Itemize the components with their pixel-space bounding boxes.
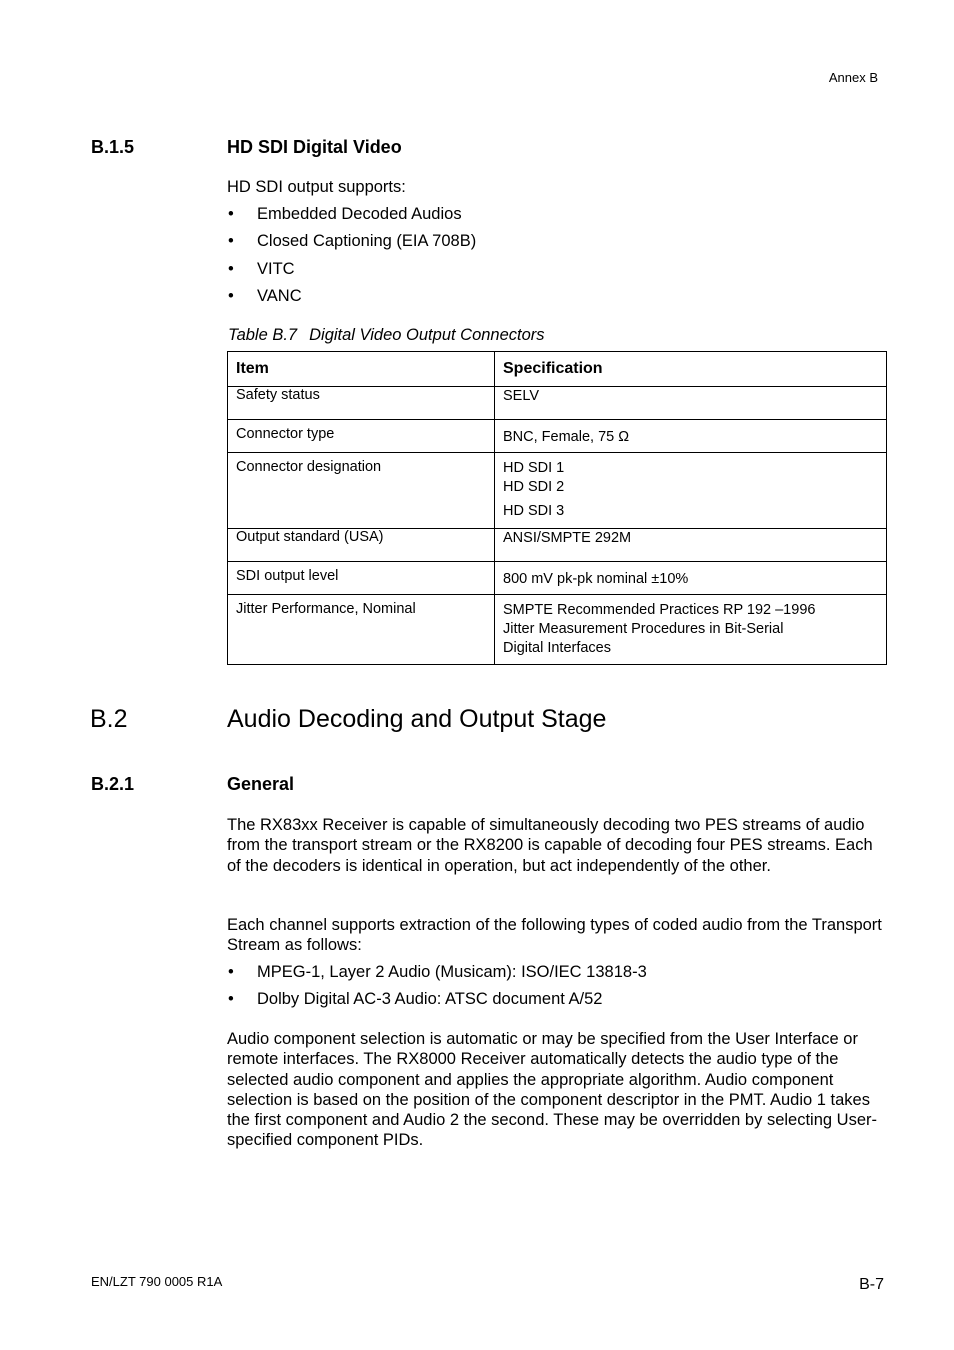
table-row	[228, 387, 887, 420]
table-row	[228, 595, 887, 665]
table-row	[228, 562, 887, 595]
bullet-list	[227, 962, 887, 1017]
bullet-icon: •	[228, 259, 234, 278]
table-row	[228, 529, 887, 562]
list-item: • Closed Captioning (EIA 708B)	[228, 232, 477, 251]
table-cell-spec: SELV	[495, 387, 887, 420]
table-cell-item: Output standard (USA)	[228, 529, 495, 562]
bullet-icon: •	[228, 232, 234, 251]
bullet-icon: •	[228, 990, 234, 1009]
table-header-spec: Specification	[495, 352, 887, 387]
section-number: B.1.5	[91, 137, 135, 157]
table-cell-item: SDI output level	[228, 562, 495, 595]
footer-doc-id: EN/LZT 790 0005 R1A	[91, 1274, 223, 1289]
table-cell-item: Jitter Performance, Nominal	[228, 595, 495, 665]
table-caption-title: Digital Video Output Connectors	[309, 326, 545, 344]
list-item: • VANC	[228, 286, 302, 305]
section-number: B.2	[90, 705, 128, 733]
bullet-icon: •	[228, 963, 234, 981]
table-cell-spec: BNC, Female, 75 Ω	[495, 420, 887, 453]
table-cell-spec: 800 mV pk-pk nominal ±10%	[495, 562, 887, 595]
spec-table	[227, 351, 887, 665]
table-header-row	[228, 352, 887, 387]
table-row	[228, 453, 887, 529]
header-annex-label: Annex B	[828, 70, 878, 85]
paragraph: Each channel supports extraction of the following types of coded audio from the Transport Stream as follows:	[227, 916, 882, 955]
table-cell-spec: SMPTE Recommended Practices RP 192 –1996 Jitter Measurement Procedures in Bit-Serial Digital Interfaces	[495, 595, 887, 665]
bullet-list	[227, 204, 887, 313]
list-item: • Embedded Decoded Audios	[228, 205, 462, 223]
intro-text: HD SDI output supports:	[227, 178, 406, 196]
table-caption	[228, 326, 545, 345]
table-header-item: Item	[228, 352, 495, 387]
section-title: HD SDI Digital Video	[227, 137, 402, 157]
paragraph: The RX83xx Receiver is capable of simultaneously decoding two PES streams of audio from the transport stream or the RX8200 is capable of decoding four PES streams. Each of the decoders is identical in operation, but act independently of the other.	[227, 816, 873, 875]
bullet-icon: •	[228, 205, 234, 223]
footer-page-number: B-7	[859, 1276, 884, 1293]
table-row	[228, 420, 887, 453]
table-cell-item: Safety status	[228, 387, 495, 420]
section-title: Audio Decoding and Output Stage	[227, 705, 607, 733]
list-item: • VITC	[228, 259, 295, 278]
table-cell-item: Connector type	[228, 420, 495, 453]
section-title: General	[227, 774, 295, 794]
paragraph: Audio component selection is automatic or may be specified from the User Interface or remote interfaces. The RX8000 Receiver automatically detects the audio type of the selected audio component and applies the appropriate algorithm. Audio component selection is based on the position of the component descriptor in the PMT. Audio 1 takes the first component and Audio 2 the second. These may be overridden by selecting User-specified component PIDs.	[227, 1030, 877, 1150]
table-caption-number: Table B.7	[228, 326, 298, 344]
section-number: B.2.1	[91, 774, 135, 794]
list-item: • Dolby Digital AC-3 Audio: ATSC document A/52	[228, 990, 603, 1009]
bullet-icon: •	[228, 286, 234, 305]
table-cell-spec: ANSI/SMPTE 292M	[495, 529, 887, 562]
table-cell-item: Connector designation	[228, 453, 495, 529]
table-cell-spec: HD SDI 1 HD SDI 2 HD SDI 3	[495, 453, 887, 529]
list-item: • MPEG-1, Layer 2 Audio (Musicam): ISO/IEC 13818-3	[228, 963, 647, 981]
